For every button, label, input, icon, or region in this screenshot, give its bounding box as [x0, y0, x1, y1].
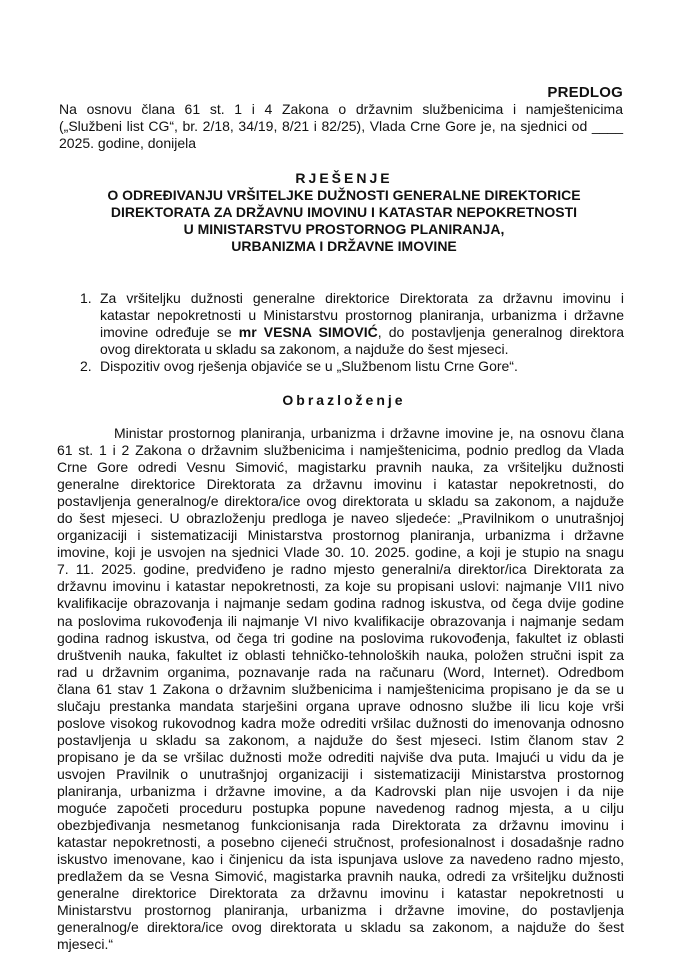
- intro-line: („Službeni list CG“, br. 2/18, 34/19, 8/21 i 82/25), Vlada Crne Gore je, na sjednici od ____: [59, 118, 623, 134]
- item-line: Za vršiteljku dužnosti generalne direktorice Direktorata za državnu imovinu i: [100, 290, 624, 306]
- reasoning-line: propisano je da se vršilac dužnosti može odrediti najviše dva puta. Imajući u vidu da je: [57, 748, 624, 765]
- dispositive-item: [80, 290, 624, 358]
- title-line: O ODREĐIVANJU VRŠITELJKE DUŽNOSTI GENERALNE DIREKTORICE: [107, 187, 581, 203]
- reasoning-line: poslove visokog rukovodnog kadra može odrediti vršilac dužnosti do imenovanja odnosno: [57, 714, 624, 731]
- reasoning-line: katastar nepokretnosti, a posebno cijeneći stručnost, profesionalnost i dosadašnje radno: [57, 834, 624, 851]
- reasoning-line: 7. 11. 2025. godine, predviđeno je radno mjesto generalni/a direktor/ica Direktorata za: [57, 561, 624, 578]
- item-text: imovine određuje se: [100, 324, 239, 340]
- dispositive-item: [80, 358, 624, 375]
- intro-line: Na osnovu člana 61 st. 1 i 4 Zakona o državnim službenicima i namještenicima: [59, 101, 623, 117]
- reasoning-line: Ministar prostornog planiranja, urbanizma i državne imovine je, na osnovu člana: [114, 425, 624, 441]
- reasoning-paragraph: [57, 425, 624, 953]
- reasoning-line: slučaju prestanka mandata starješini organa uprave odnosno službe ili licu koje vrši: [57, 697, 624, 714]
- reasoning-line: generalne direktorice Direktorata za državnu imovinu i katastar nepokretnosti u: [57, 885, 624, 902]
- title-line: URBANIZMA I DRŽAVNE IMOVINE: [231, 238, 457, 254]
- reasoning-line: moguće započeti proceduru postupka popune navedenog radnog mjesta, a u cilju: [57, 800, 624, 817]
- reasoning-line: postavljenja generalnog/e direktora/ice ovog direktorata u skladu sa zakonom, a najduže: [57, 493, 624, 510]
- item-line: [100, 324, 624, 341]
- reasoning-line: Ministarstvu prostornog planiranja, urbanizma i državne imovine, do postavljenja: [57, 902, 624, 919]
- reasoning-line: na poslovima rukovođenja ili najmanje VI nivo kvalifikacije obrazovanja i najmanje sedam: [57, 612, 624, 629]
- reasoning-heading: Obrazloženje: [282, 392, 406, 408]
- item-number: 2.: [80, 358, 92, 374]
- reasoning-line: predlažem da se Vesna Simović, magistarka pravnih nauka, odredi za vršiteljku dužnosti: [57, 868, 624, 885]
- appointee-name: mr VESNA SIMOVIĆ: [238, 324, 378, 340]
- decision-title: [60, 170, 628, 255]
- reasoning-line: postavljenja u skladu sa zakonom, a najduže do šest mjeseci. Istim članom stav 2: [57, 731, 624, 748]
- item-number: 1.: [80, 290, 92, 306]
- reasoning-line: organizaciji i sistematizaciji Ministarstva prostornog planiranja, urbanizma i državne: [57, 527, 624, 544]
- reasoning-line: imovine, koji je usvojen na sjednici Vlade 30. 10. 2025. godine, a koji je stupio na snagu: [57, 544, 624, 561]
- reasoning-line: obezbjeđivanja nesmetanog funkcionisanja rada Direktorata za državnu imovinu i: [57, 817, 624, 834]
- reasoning-line: iskustvo imenovane, kao i činjenicu da ista ispunjava uslove za navedeno radno mjesto,: [57, 851, 624, 868]
- reasoning-line: kvalifikacije obrazovanja i najmanje sedam godina radnog iskustva, od čega dvije godine: [57, 595, 624, 612]
- reasoning-line: generalnog/e direktora/ice ovog direktorata u skladu sa zakonom, a najduže do šest: [57, 919, 624, 936]
- reasoning-line: planiranja, urbanizma i državne imovine, a da Kadrovski plan nije usvojen i da nije: [57, 782, 624, 799]
- reasoning-line: mjeseci.“: [57, 936, 114, 953]
- reasoning-line: državnu imovinu i katastar nepokretnosti, za koje su propisani uslovi: najmanje VII1 nivo: [57, 578, 624, 595]
- reasoning-line: rad u državnim organima, poznavanje rada na računaru (Word, Internet). Odredbom: [57, 663, 624, 680]
- reasoning-line: Crne Gore odredi Vesnu Simović, magistarku pravnih nauka, za vršiteljku dužnosti: [57, 459, 624, 476]
- item-text: , do postavljenja generalnog direktora: [377, 324, 625, 340]
- item-line: Dispozitiv ovog rješenja objaviće se u „Službenom listu Crne Gore“.: [100, 358, 518, 374]
- proposal-label: PREDLOG: [547, 84, 623, 101]
- intro-paragraph: [59, 101, 623, 152]
- reasoning-line: društvenih nauka, fakultet iz oblasti tehničko-tehnoloških nauka, položen stručni ispit za: [57, 646, 624, 663]
- dispositive-list: [80, 290, 624, 375]
- reasoning-line: usvojen Pravilnik o unutrašnjoj organizaciji i sistematizaciji Ministarstva prostornog: [57, 765, 624, 782]
- item-line: katastar nepokretnosti u Ministarstvu prostornog planiranja, urbanizma i državne: [100, 307, 624, 323]
- reasoning-line: člana 61 stav 1 Zakona o državnim službenicima i namještenicima propisano je da se u: [57, 680, 624, 697]
- reasoning-line: 61 st. 1 i 2 Zakona o državnim službenicima i namještenicima, podnio predlog da Vlada: [57, 442, 624, 459]
- item-line: ovog direktorata u skladu sa zakonom, a najduže do šest mjeseci.: [100, 341, 509, 357]
- reasoning-line: generalne direktorice Direktorata za državnu imovinu i katastar nepokretnosti, do: [57, 476, 624, 493]
- title-line: U MINISTARSTVU PROSTORNOG PLANIRANJA,: [183, 221, 505, 237]
- decision-heading: RJEŠENJE: [295, 170, 393, 186]
- title-line: DIREKTORATA ZA DRŽAVNU IMOVINU I KATASTAR NEPOKRETNOSTI: [110, 204, 578, 220]
- reasoning-line: godina radnog iskustva, od čega tri godine na poslovima rukovođenja, fakultet iz oblasti: [57, 629, 624, 646]
- reasoning-line: do šest mjeseci. U obrazloženju predloga je naveo sljedeće: „Pravilnikom o unutrašnjoj: [57, 510, 624, 527]
- intro-line: 2025. godine, donijela: [59, 135, 197, 151]
